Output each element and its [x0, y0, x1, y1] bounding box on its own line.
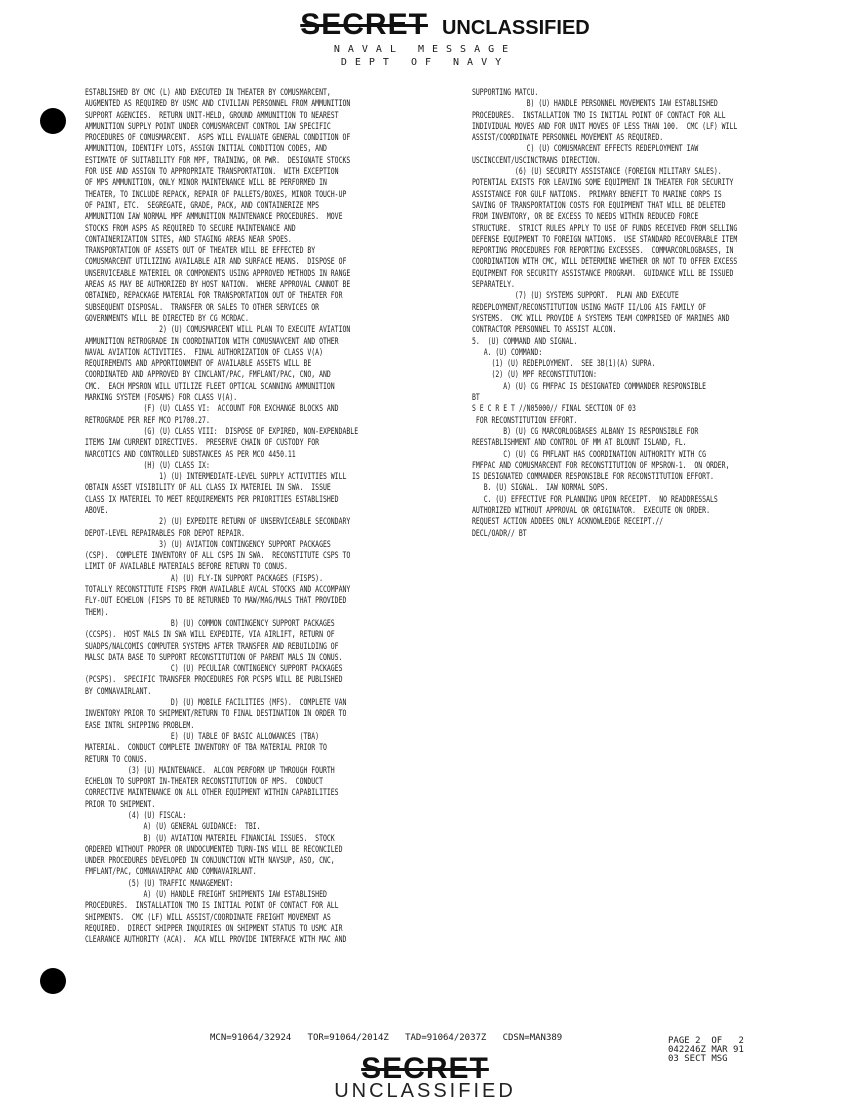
punch-hole-bottom [40, 968, 66, 994]
message-body-right-column: SUPPORTING MATCU. B) (U) HANDLE PERSONNEL MOVEMENTS IAW ESTABLISHED PROCEDURES. INSTALLATION TMO IS INITIAL POINT OF CONTACT FOR ALL INDIVIDUAL MOVES AND FOR UNIT MOVES OF LESS THAN 100. CMC (LF) WILL ASSIST/COORDINATE PERSONNEL MOVEMENT AS REQUIRED. C) (U) COMUSMARCENT EFFECTS REDEPLOYMENT IAW USCINCCENT/USCINCTRANS DIRECTION. (6) (U) SECURITY ASSISTANCE (FOREIGN MILITARY SALES). POTENTIAL EXISTS FOR LEAVING SOME EQUIPMENT IN THEATER FOR SECURITY ASSISTANCE FOR GULF NATIONS. PRIMARY BENEFIT TO MARINE CORPS IS SAVING OF TRANSPORTATION COSTS FOR EQUIPMENT THAT WILL BE DELETED FROM INVENTORY, OR BE EXCESS TO NEEDS WITHIN REDUCED FORCE STRUCTURE. STRICT RULES APPLY TO USE OF FUNDS RECEIVED FROM SELLING DEFENSE EQUIPMENT TO FOREIGN NATIONS. USE STANDARD RECOVERABLE ITEM REPORTING PROCEDURES FOR REPORTING EXCESSES. COMMARCORLOGBASES, IN COORDINATION WITH CMC, WILL DETERMINE WHETHER OR NOT TO OFFER EXCESS EQUIPMENT FOR SECURITY ASSISTANCE PROGRAM. GUIDANCE WILL BE ISSUED SEPARATELY. (7) (U) SYSTEMS SUPPORT. PLAN AND EXECUTE REDEPLOYMENT/RECONSTITUTION USING MAGTF II/LOG AIS FAMILY OF SYSTEMS. CMC WILL PROVIDE A SYSTEMS TEAM COMPRISED OF MARINES AND CONTRACTOR PERSONNEL TO ASSIST ALCON. 5. (U) COMMAND AND SIGNAL. A. (U) COMMAND: (1) (U) REDEPLOYMENT. SEE 3B(1)(A) SUPRA. (2) (U) MPF RECONSTITUTION: A) (U) CG FMFPAC IS DESIGNATED COMMANDER RESPONSIBLE BT S E C R E T //N05000// FINAL SECTION OF 03 FOR RECONSTITUTION EFFORT. B) (U) CG MARCORLOGBASES ALBANY IS RESPONSIBLE FOR REESTABLISHMENT AND CONTROL OF MM AT BLOUNT ISLAND, FL. C) (U) CG FMFLANT HAS COORDINATION AUTHORITY WITH CG FMFPAC AND COMUSMARCENT FOR RECONSTITUTION OF MPSRON-1. ON ORDER, IS DESIGNATED COMMANDER RESPONSIBLE FOR RECONSTITUTION EFFORT. B. (U) SIGNAL. IAW NORMAL SOPS. C. (U) EFFECTIVE FOR PLANNING UPON RECEIPT. NO READDRESSALS AUTHORIZED WITHOUT APPROVAL OR ORIGINATOR. EXECUTE ON ORDER. REQUEST ACTION ADDEES ONLY ACKNOWLEDGE RECEIPT.// DECL/OADR// BT [472, 88, 738, 539]
message-type: NAVAL MESSAGE [333, 44, 517, 55]
footer-classification-marking: UNCLASSIFIED [334, 1080, 516, 1099]
message-body-left-column: ESTABLISHED BY CMC (L) AND EXECUTED IN THEATER BY COMUSMARCENT, AUGMENTED AS REQUIRED BY USMC AND CIVILIAN PERSONNEL FROM AMMUNITION SUPPORT AGENCIES. RETURN UNIT-HELD, GROUND AMMUNITION TO NEAREST AMMUNITION SUPPLY POINT UNDER COMUSMARCENT CONTROL IAW SPECIFIC PROCEDURES OF COMUSMARCENT. ASPS WILL EVALUATE GENERAL CONDITION OF AMMUNITION, IDENTIFY LOTS, ASSIGN INITIAL CONDITION CODES, AND ESTIMATE OF SUITABILITY FOR MPF, TRAINING, OR PWR. DESIGNATE STOCKS FOR USE AND ASSIGN TO APPROPRIATE TRANSPORTATION. WITH EXCEPTION OF MPS AMMUNITION, ONLY MINOR MAINTENANCE WILL BE PERFORMED IN THEATER, TO INCLUDE REPACK, REPAIR OF PALLETS/BOXES, MINOR TOUCH-UP OF PAINT, ETC. SEGREGATE, GRADE, PACK, AND CONTAINERIZE MPS AMMUNITION IAW NORMAL MPF AMMUNITION MAINTENANCE PROCEDURES. MOVE STOCKS FROM ASPS AS REQUIRED TO SECURE MAINTENANCE AND CONTAINERIZATION SITES, AND STAGING AREAS NEAR SPOES. TRANSPORTATION OF ASSETS OUT OF THEATER WILL BE EFFECTED BY COMUSMARCENT UTILIZING AVAILABLE AIR AND SURFACE MEANS. DISPOSE OF UNSERVICEABLE MATERIEL OR COMPONENTS USING APPROVED METHODS IN RANGE AREAS AS MAY BE AUTHORIZED BY HOST NATION. WHERE APPROVAL CANNOT BE OBTAINED, REPACKAGE MATERIAL FOR TRANSPORTATION OUT OF THEATER FOR SUBSEQUENT DISPOSAL. TRANSFER OR SALES TO OTHER SERVICES OR GOVERNMENTS WILL BE DIRECTED BY CG MCRDAC. 2) (U) COMUSMARCENT WILL PLAN TO EXECUTE AVIATION AMMUNITION RETROGRADE IN COORDINATION WITH COMUSNAVCENT AND OTHER NAVAL AVIATION ACTIVITIES. FINAL AUTHORIZATION OF CLASS V(A) REQUIREMENTS AND APPORTIONMENT OF AVAILABLE ASSETS WILL BE COORDINATED AND APPROVED BY CINCLANT/PAC, FMFLANT/PAC, CNO, AND CMC. EACH MPSRON WILL UTILIZE FLEET OPTICAL SCANNING AMMUNITION MARKING SYSTEM (FOSAMS) FOR CLASS V(A). (F) (U) CLASS VI: ACCOUNT FOR EXCHANGE BLOCKS AND RETROGRADE PER REF MCO P1700.27. (G) (U) CLASS VIII: DISPOSE OF EXPIRED, NON-EXPENDABLE ITEMS IAW CURRENT DIRECTIVES. PRESERVE CHAIN OF CUSTODY FOR NARCOTICS AND CONTROLLED SUBSTANCES AS PER MCO 4450.11 (H) (U) CLASS IX: 1) (U) INTERMEDIATE-LEVEL SUPPLY ACTIVITIES WILL OBTAIN ASSET VISIBILITY OF ALL CLASS IX MATERIEL IN SWA. ISSUE CLASS IX MATERIEL TO MEET REQUIREMENTS PER PRIORITIES ESTABLISHED ABOVE. 2) (U) EXPEDITE RETURN OF UNSERVICEABLE SECONDARY DEPOT-LEVEL REPAIRABLES FOR DEPOT REPAIR. 3) (U) AVIATION CONTINGENCY SUPPORT PACKAGES (CSP). COMPLETE INVENTORY OF ALL CSPS IN SWA. RECONSTITUTE CSPS TO LIMIT OF AVAILABLE MATERIALS BEFORE RETURN TO CONUS. A) (U) FLY-IN SUPPORT PACKAGES (FISPS). TOTALLY RECONSTITUTE FISPS FROM AVAILABLE AVCAL STOCKS AND ACCOMPANY FLY-OUT ECHELON (FISPS TO BE RETURNED TO MAW/MAG/MALS THAT PROVIDED THEM). B) (U) COMMON CONTINGENCY SUPPORT PACKAGES (CCSPS). HOST MALS IN SWA WILL EXPEDITE, VIA AIRLIFT, RETURN OF SUADPS/NALCOMIS COMPUTER SYSTEMS AFTER TRANSFER AND REBUILDING OF MALSC DATA BASE TO SUPPORT RECONSTITUTION OF PARENT MALS IN CONUS. C) (U) PECULIAR CONTINGENCY SUPPORT PACKAGES (PCSPS). SPECIFIC TRANSFER PROCEDURES FOR PCSPS WILL BE PUBLISHED BY COMNAVAIRLANT. D) (U) MOBILE FACILITIES (MFS). COMPLETE VAN INVENTORY PRIOR TO SHIPMENT/RETURN TO FINAL DESTINATION IN ORDER TO EASE INTRL SHIPPING PROBLEM. E) (U) TABLE OF BASIC ALLOWANCES (TBA) MATERIAL. CONDUCT COMPLETE INVENTORY OF TBA MATERIAL PRIOR TO RETURN TO CONUS. (3) (U) MAINTENANCE. ALCON PERFORM UP THROUGH FOURTH ECHELON TO SUPPORT IN-THEATER RECONSTITUTION OF MPS. CONDUCT CORRECTIVE MAINTENANCE ON ALL OTHER EQUIPMENT WITHIN CAPABILITIES PRIOR TO SHIPMENT. (4) (U) FISCAL: A) (U) GENERAL GUIDANCE: TBI. B) (U) AVIATION MATERIEL FINANCIAL ISSUES. STOCK ORDERED WITHOUT PROPER OR UNDOCUMENTED TURN-INS WILL BE RECONCILED UNDER PROCEDURES DEVELOPED IN CONJUNCTION WITH NAVSUP, ASO, CNC, FMFLANT/PAC, COMNAVAIRPAC AND COMNAVAIRLANT. (5) (U) TRAFFIC MANAGEMENT: A) (U) HANDLE FREIGHT SHIPMENTS IAW ESTABLISHED PROCEDURES. INSTALLATION TMO IS INITIAL POINT OF CONTACT FOR ALL SHIPMENTS. CMC (LF) WILL ASSIST/COORDINATE FREIGHT MOVEMENT AS REQUIRED. DIRECT SHIPPER INQUIRIES ON SHIPMENT STATUS TO USMC AIR CLEARANCE AUTHORITY (ACA). ACA WILL PROVIDE INTERFACE WITH MAC AND [85, 88, 359, 946]
page-info: PAGE 2 OF 2 042246Z MAR 91 03 SECT MSG [668, 1036, 744, 1064]
routing-line: MCN=91064/32924 TOR=91064/2014Z TAD=91064/2037Z CDSN=MAN389 [210, 1033, 563, 1043]
message-origin: DEPT OF NAVY [340, 57, 510, 68]
classification-marking: UNCLASSIFIED [441, 17, 590, 39]
punch-hole-top [40, 108, 66, 134]
struck-classification: SECRET [300, 8, 428, 41]
page-header [0, 8, 850, 68]
classification-line [40, 8, 850, 42]
footer-struck-classification: SECRET [361, 1052, 489, 1085]
